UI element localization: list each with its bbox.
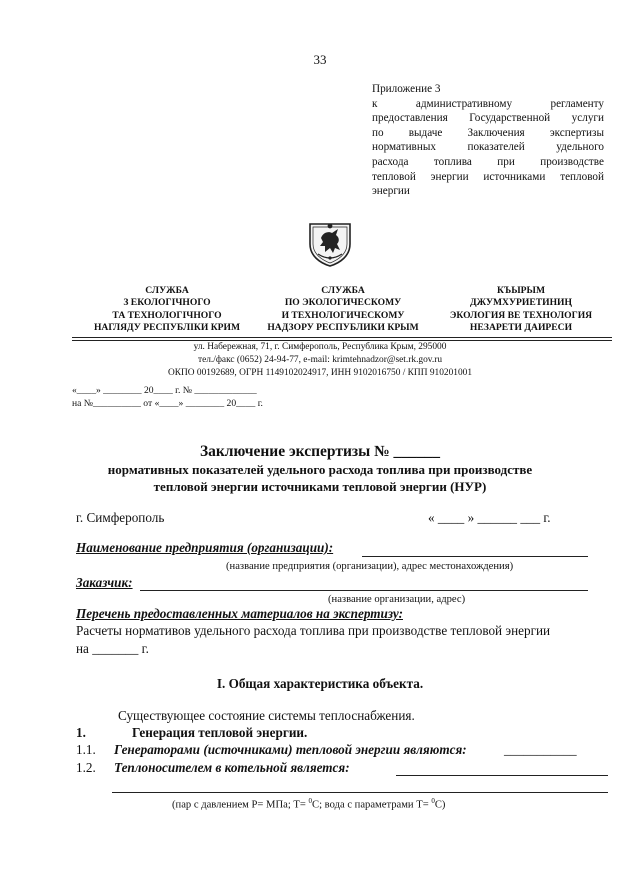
- org-name-ukrainian: СЛУЖБА З ЕКОЛОГІЧНОГО ТА ТЕХНОЛОГІЧНОГО НАГЛЯДУ РЕСПУБЛІКИ КРИМ: [93, 285, 241, 334]
- org-name-russian: СЛУЖБА ПО ЭКОЛОГИЧЕСКОМУ И ТЕХНОЛОГИЧЕСКОМУ НАДЗОРУ РЕСПУБЛИКИ КРЫМ: [267, 285, 419, 334]
- crimea-coat-of-arms-icon: [307, 218, 353, 268]
- enterprise-fill-line: [362, 556, 588, 557]
- materials-year: на _______ г.: [76, 641, 149, 656]
- item-generators: Генераторами (источниками) тепловой энергии являются:: [114, 742, 467, 757]
- contacts-block: [0, 341, 640, 380]
- annex-line: расхода топлива при производстве: [372, 155, 604, 168]
- annex-line: энергии: [372, 185, 410, 198]
- org-name-crimean-tatar: КЪЫРЫМ ДЖУМХУРИЕТИНИҢ ЭКОЛОГИЯ ВЕ ТЕХНОЛОГИЯ НЕЗАРЕТИ ДАИРЕСИ: [449, 285, 593, 334]
- materials-label: Перечень предоставленных материалов на экспертизу:: [76, 606, 403, 621]
- section-heading: I. Общая характеристика объекта.: [216, 676, 424, 691]
- customer-fill-line: [140, 590, 588, 591]
- item-number: 1.: [76, 725, 86, 740]
- outgoing-reference: «____» ________ 20____ г. № _____________ на №__________ от «____» ________ 20____ г.: [72, 385, 263, 409]
- document-title: Заключение экспертизы № ______: [199, 443, 441, 460]
- annex-line: по выдаче Заключения экспертизы: [372, 126, 604, 139]
- contact-address: ул. Набережная, 71, г. Симферополь, Республика Крым, 295000: [193, 342, 447, 352]
- annex-line: нормативных показателей удельного: [372, 141, 604, 154]
- contact-registry: ОКПО 00192689, ОГРН 1149102024917, ИНН 9102016750 / КПП 910201001: [167, 368, 473, 378]
- item-generation: Генерация тепловой энергии.: [132, 725, 308, 740]
- date-placeholder: « ____ » ______ ___ г.: [428, 510, 551, 525]
- customer-hint: (название организации, адрес): [328, 594, 466, 605]
- materials-line: Расчеты нормативов удельного расхода топлива при производстве тепловой энергии: [76, 623, 551, 638]
- annex-line: предоставления Государственной услуги: [372, 112, 604, 125]
- annex-line: к административному регламенту: [372, 97, 604, 110]
- enterprise-label: Наименование предприятия (организации):: [76, 540, 334, 555]
- customer-label: Заказчик:: [76, 575, 133, 590]
- header-divider: [72, 337, 612, 338]
- enterprise-hint: (название предприятия (организации), адрес местонахождения): [226, 561, 514, 572]
- annex-line: Приложение 3: [372, 83, 441, 95]
- contact-phone: тел./факс (0652) 24-94-77, e-mail: krimtehnadzor@set.rk.gov.ru: [197, 355, 443, 365]
- item-number: 1.2.: [76, 760, 96, 775]
- annex-block: [372, 82, 604, 199]
- generators-blank: ___________: [504, 742, 577, 757]
- page-number: 33: [313, 52, 327, 67]
- annex-line: тепловой энергии источниками тепловой: [372, 170, 604, 183]
- system-state-intro: Существующее состояние системы теплоснабжения.: [118, 708, 415, 723]
- parameters-hint: (пар с давлением Р= МПа; Т= $^0$С; вода с параметрами Т= $^0$С): [172, 797, 446, 811]
- item-heat-carrier: Теплоносителем в котельной является:: [114, 760, 350, 775]
- heat-carrier-fill-line: [396, 775, 608, 776]
- document-subtitle: нормативных показателей удельного расхода топлива при производстве тепловой энергии источниками тепловой энергии (НУР): [107, 462, 533, 494]
- parameters-fill-line: [112, 792, 608, 793]
- city: г. Симферополь: [76, 510, 165, 525]
- item-number: 1.1.: [76, 742, 96, 757]
